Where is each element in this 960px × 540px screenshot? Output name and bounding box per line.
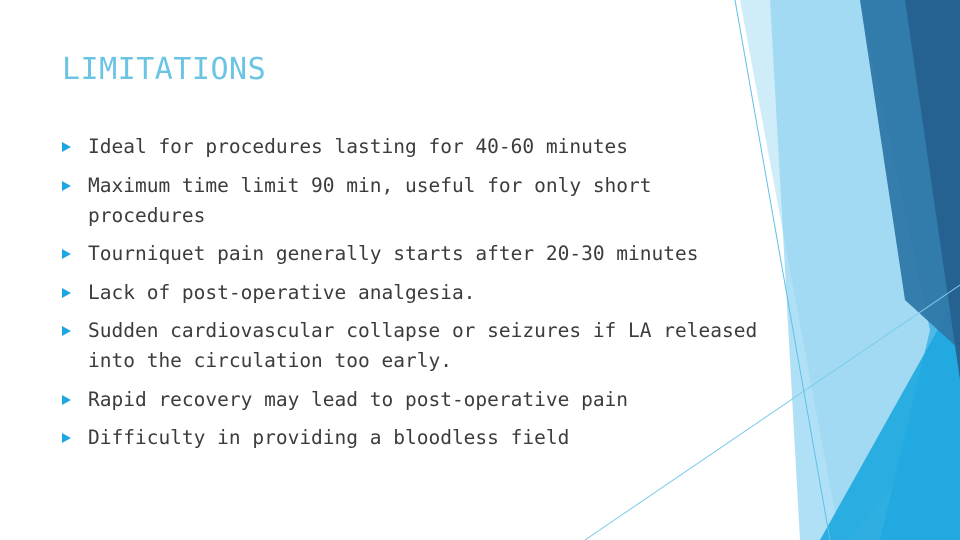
right-triangle-bullet-icon [62, 395, 71, 405]
bullet-text: Tourniquet pain generally starts after 20-30 minutes [88, 242, 699, 265]
right-triangle-bullet-icon [62, 142, 71, 152]
bullet-text: Maximum time limit 90 min, useful for only short procedures [88, 173, 652, 227]
bullet-item [62, 132, 762, 162]
bullet-text: Sudden cardiovascular collapse or seizures if LA released into the circulation too early. [88, 319, 758, 372]
bullet-list [62, 132, 762, 462]
bullet-item [62, 385, 762, 415]
bullet-item [62, 239, 762, 269]
bullet-text: Ideal for procedures lasting for 40-60 minutes [88, 135, 629, 158]
bullet-text: Difficulty in providing a bloodless field [88, 426, 570, 449]
right-triangle-bullet-icon [62, 326, 71, 336]
bullet-text: Rapid recovery may lead to post-operative pain [88, 387, 629, 411]
bullet-item [62, 278, 762, 308]
bullet-item [62, 171, 762, 231]
slide-title: LIMITATIONS [62, 52, 267, 87]
bullet-item [62, 423, 762, 453]
right-triangle-bullet-icon [62, 433, 71, 443]
right-triangle-bullet-icon [62, 181, 71, 191]
right-triangle-bullet-icon [62, 249, 71, 259]
right-triangle-bullet-icon [62, 288, 71, 298]
bullet-text: Lack of post-operative analgesia. [88, 280, 476, 304]
bullet-item [62, 316, 762, 376]
